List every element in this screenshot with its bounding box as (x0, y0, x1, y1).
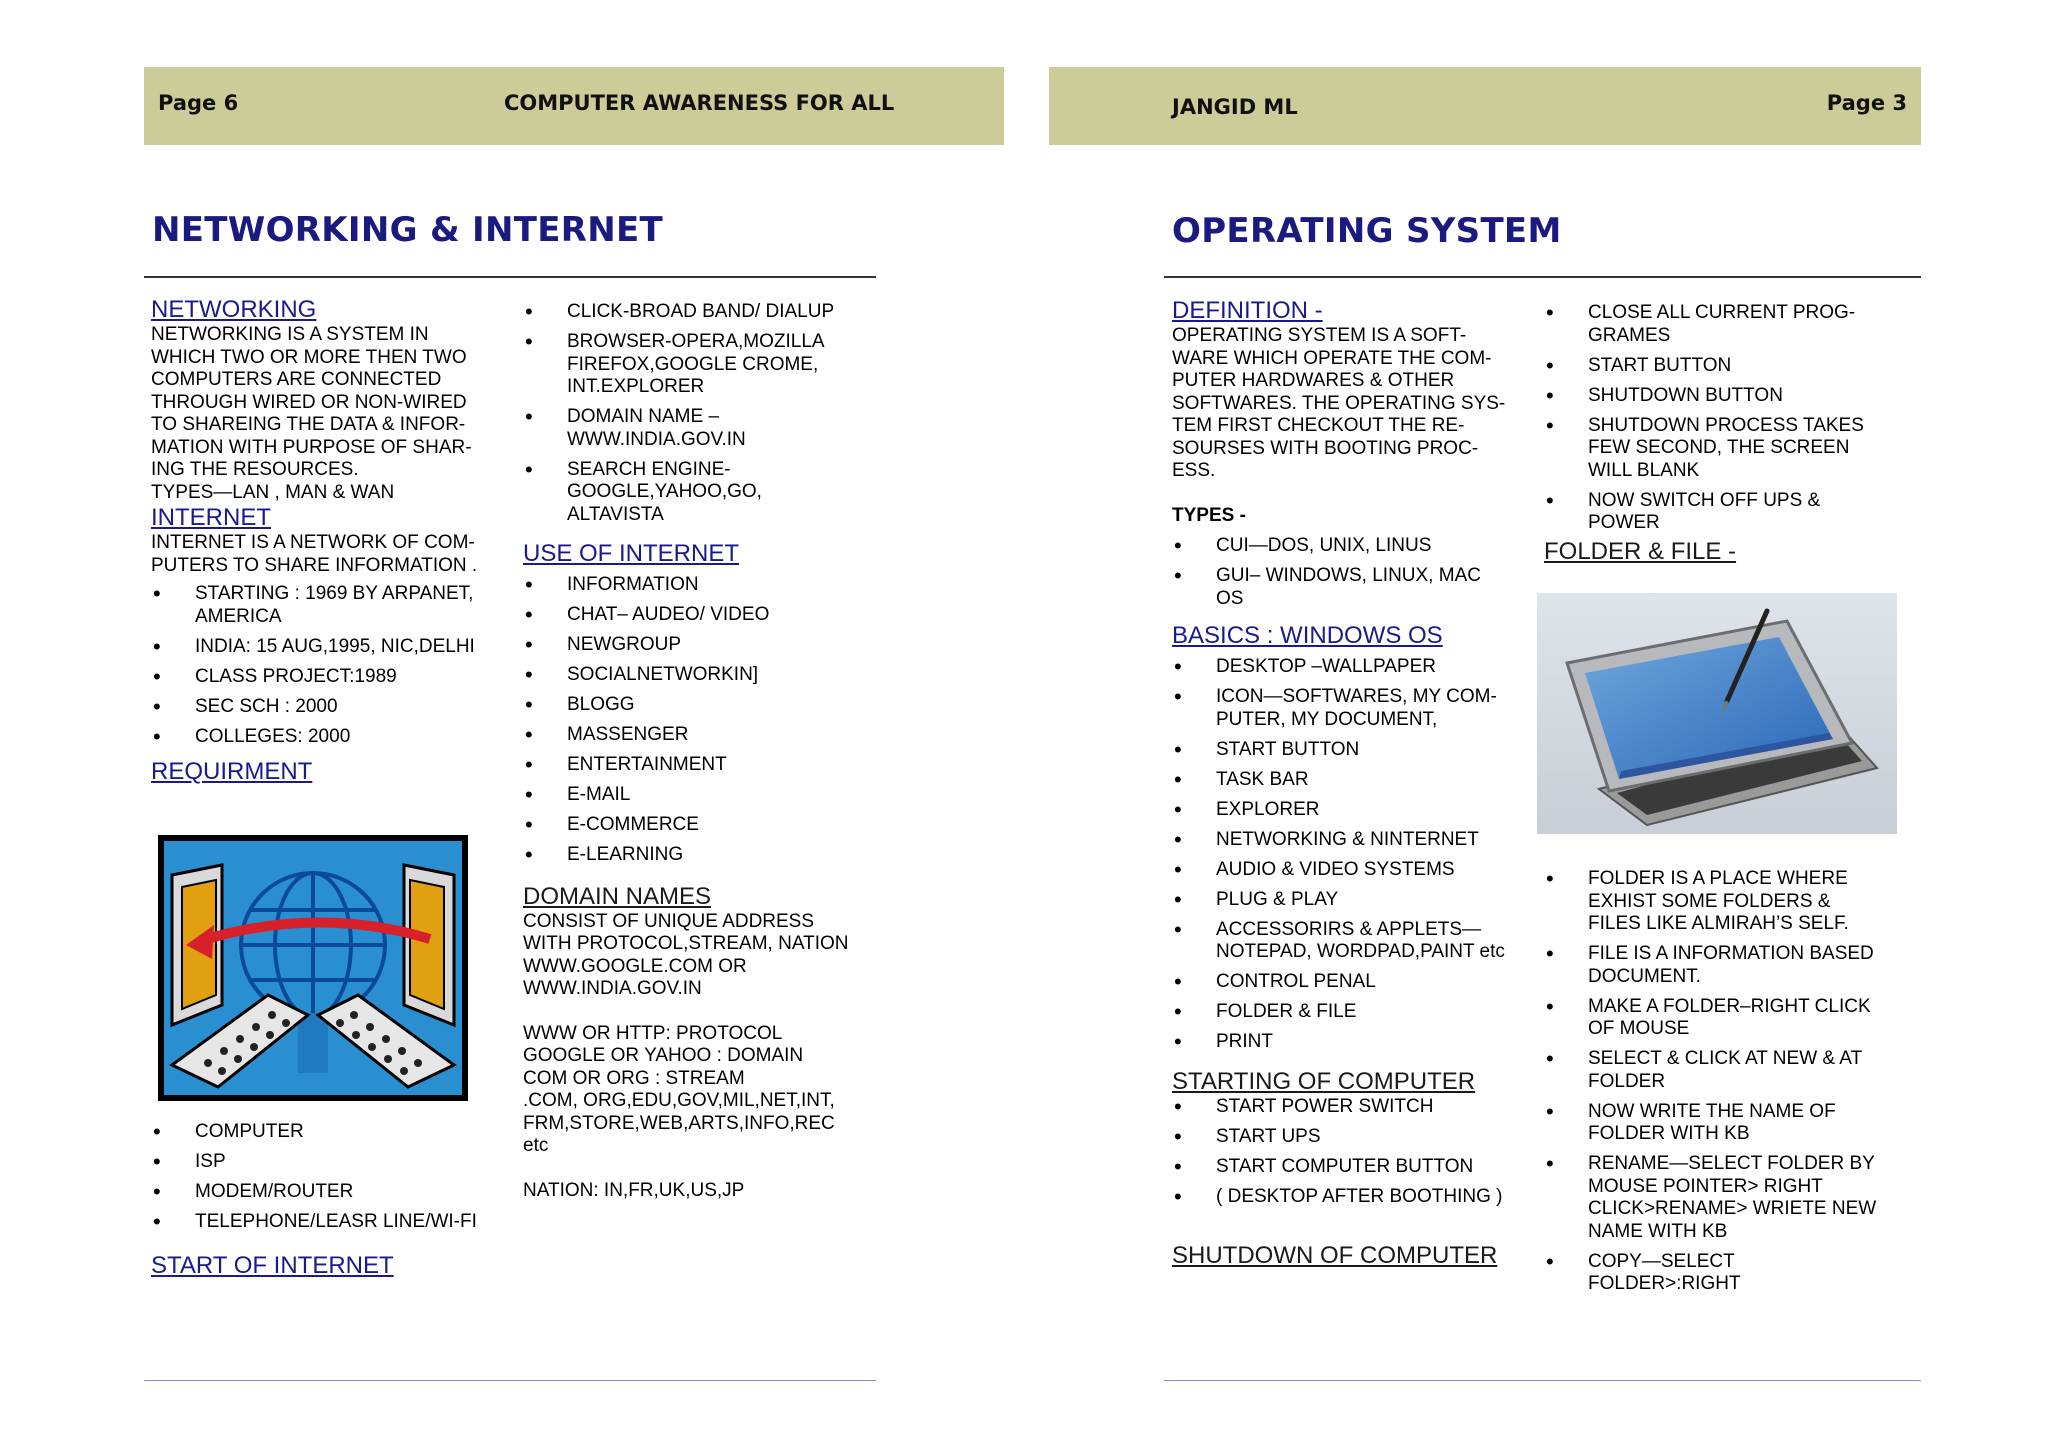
right-col1 (1172, 297, 1532, 1270)
list-item: • STARTING : 1969 BY ARPANET, AMERICA (151, 583, 501, 628)
list-item: • INDIA: 15 AUG,1995, NIC,DELHI (151, 636, 501, 659)
list-item: • INFORMATION (523, 574, 883, 597)
list-item: • NOW SWITCH OFF UPS & POWER (1544, 490, 1904, 535)
networking-heading: NETWORKING (151, 296, 317, 323)
definition-heading: DEFINITION - (1172, 297, 1323, 324)
networking-text: NETWORKING IS A SYSTEM IN WHICH TWO OR MORE THEN TWO COMPUTERS ARE CONNECTED THROUGH WIRED OR NON-WIRED TO SHAREING THE DATA & INFOR- MATION WITH PURPOSE OF SHAR- ING THE RESOURCES. TYPES—LAN , MAN & WAN (151, 324, 472, 503)
tablet-pc-image (1537, 593, 1897, 834)
list-item: • E-COMMERCE (523, 814, 883, 837)
starting-list (1172, 1096, 1532, 1209)
list-item: • CLOSE ALL CURRENT PROG- GRAMES (1544, 302, 1904, 347)
domain-names-text: CONSIST OF UNIQUE ADDRESS WITH PROTOCOL,STREAM, NATION WWW.GOOGLE.COM OR WWW.INDIA.GOV.IN (523, 910, 849, 999)
list-item: • SEC SCH : 2000 (151, 696, 501, 719)
domain-names-heading: DOMAIN NAMES (523, 882, 712, 910)
list-item: • PLUG & PLAY (1172, 889, 1532, 912)
page-title: NETWORKING & INTERNET (152, 210, 664, 250)
folder-file-list-wrap (1544, 868, 1914, 1303)
left-col2 (523, 301, 883, 1202)
list-item: • ISP (151, 1151, 511, 1174)
basics-heading: BASICS : WINDOWS OS (1172, 622, 1443, 649)
list-item: • COLLEGES: 2000 (151, 726, 501, 749)
list-item: • RENAME—SELECT FOLDER BY MOUSE POINTER> RIGHT CLICK>RENAME> WRIETE NEW NAME WITH KB (1544, 1153, 1914, 1243)
list-item: • E-MAIL (523, 784, 883, 807)
list-item: • NETWORKING & NINTERNET (1172, 829, 1532, 852)
list-item: • COMPUTER (151, 1121, 511, 1144)
list-item: • FILE IS A INFORMATION BASED DOCUMENT. (1544, 943, 1914, 988)
list-item: • SEARCH ENGINE- GOOGLE,YAHOO,GO, ALTAVISTA (523, 459, 883, 527)
os-page-title: OPERATING SYSTEM (1172, 211, 1562, 251)
list-item: • FOLDER & FILE (1172, 1001, 1532, 1024)
list-item: • NOW WRITE THE NAME OF FOLDER WITH KB (1544, 1101, 1914, 1146)
requirment-list-wrap (151, 1121, 511, 1280)
list-item: • START BUTTON (1172, 739, 1532, 762)
list-item: • BLOGG (523, 694, 883, 717)
list-item: • SELECT & CLICK AT NEW & AT FOLDER (1544, 1048, 1914, 1093)
list-item: • TELEPHONE/LEASR LINE/WI-FI (151, 1211, 511, 1234)
internet-text: INTERNET IS A NETWORK OF COM- PUTERS TO SHARE INFORMATION . (151, 532, 478, 576)
list-item: • E-LEARNING (523, 844, 883, 867)
list-item: • START BUTTON (1544, 355, 1904, 378)
network-globe-computers-image (158, 835, 468, 1101)
windows-basics-list (1172, 656, 1532, 1054)
list-item: • COPY—SELECT FOLDER>:RIGHT (1544, 1251, 1914, 1296)
right-bottom-rule (1164, 1380, 1921, 1381)
internet-setup-list (523, 301, 883, 526)
domain-protocol-text: WWW OR HTTP: PROTOCOL GOOGLE OR YAHOO : DOMAIN COM OR ORG : STREAM .COM, ORG,EDU,GOV,MIL,NET,INT, FRM,STORE,WEB,ARTS,INFO,REC etc (523, 1022, 835, 1156)
list-item: • MASSENGER (523, 724, 883, 747)
list-item: • ENTERTAINMENT (523, 754, 883, 777)
list-item: • AUDIO & VIDEO SYSTEMS (1172, 859, 1532, 882)
list-item: • FOLDER IS A PLACE WHERE EXHIST SOME FOLDERS & FILES LIKE ALMIRAH’S SELF. (1544, 868, 1914, 936)
list-item: • CHAT– AUDEO/ VIDEO (523, 604, 883, 627)
internet-heading: INTERNET (151, 504, 271, 531)
list-item: • GUI– WINDOWS, LINUX, MAC OS (1172, 565, 1532, 610)
list-item: • START COMPUTER BUTTON (1172, 1156, 1532, 1179)
os-types-list (1172, 535, 1532, 610)
list-item: • PRINT (1172, 1031, 1532, 1054)
folder-file-list (1544, 868, 1914, 1296)
domain-nation-text: NATION: IN,FR,UK,US,JP (523, 1179, 745, 1201)
shutdown-steps-list (1544, 302, 1904, 535)
right-header-band (1049, 67, 1921, 145)
list-item: • SOCIALNETWORKIN] (523, 664, 883, 687)
list-item: • ICON—SOFTWARES, MY COM- PUTER, MY DOCUMENT, (1172, 686, 1532, 731)
list-item: • MODEM/ROUTER (151, 1181, 511, 1204)
use-of-internet-list (523, 574, 883, 867)
requirment-list (151, 1121, 511, 1234)
internet-facts-list (151, 583, 501, 748)
start-of-internet-heading: START OF INTERNET (151, 1251, 394, 1279)
list-item: • SHUTDOWN BUTTON (1544, 385, 1904, 408)
requirment-heading: REQUIRMENT (151, 758, 313, 785)
list-item: • BROWSER-OPERA,MOZILLA FIREFOX,GOOGLE CROME, INT.EXPLORER (523, 331, 883, 399)
left-header-band (144, 67, 1004, 145)
list-item: • CUI—DOS, UNIX, LINUS (1172, 535, 1532, 558)
types-heading: TYPES - (1172, 504, 1246, 526)
list-item: • CONTROL PENAL (1172, 971, 1532, 994)
right-page-number: Page 3 (1826, 91, 1907, 115)
list-item: • SHUTDOWN PROCESS TAKES FEW SECOND, THE SCREEN WILL BLANK (1544, 415, 1904, 483)
list-item: • DESKTOP –WALLPAPER (1172, 656, 1532, 679)
list-item: • DOMAIN NAME – WWW.INDIA.GOV.IN (523, 406, 883, 451)
left-header-title: COMPUTER AWARENESS FOR ALL (504, 91, 895, 115)
left-col1 (151, 296, 501, 786)
author-name: JANGID ML (1172, 95, 1298, 119)
list-item: • TASK BAR (1172, 769, 1532, 792)
folder-file-heading: FOLDER & FILE - (1544, 538, 1737, 565)
definition-text: OPERATING SYSTEM IS A SOFT- WARE WHICH OPERATE THE COM- PUTER HARDWARES & OTHER SOFTWARES. THE OPERATING SYS- TEM FIRST CHECKOUT THE RE- SOURSES WITH BOOTING PROC- ESS. (1172, 325, 1506, 481)
network-clipart (158, 835, 468, 1101)
shutdown-heading: SHUTDOWN OF COMPUTER (1172, 1242, 1498, 1269)
list-item: • START UPS (1172, 1126, 1532, 1149)
tablet-pc-photo (1537, 593, 1897, 834)
left-bottom-rule (144, 1380, 876, 1381)
title-rule (144, 276, 876, 278)
list-item: • CLASS PROJECT:1989 (151, 666, 501, 689)
list-item: • ( DESKTOP AFTER BOOTHING ) (1172, 1186, 1532, 1209)
left-page-number: Page 6 (158, 91, 239, 115)
starting-heading: STARTING OF COMPUTER (1172, 1067, 1476, 1095)
list-item: • ACCESSORIRS & APPLETS— NOTEPAD, WORDPAD,PAINT etc (1172, 919, 1532, 964)
list-item: • EXPLORER (1172, 799, 1532, 822)
os-title-rule (1164, 276, 1921, 278)
list-item: • CLICK-BROAD BAND/ DIALUP (523, 301, 883, 324)
list-item: • START POWER SWITCH (1172, 1096, 1532, 1119)
use-of-internet-heading: USE OF INTERNET (523, 540, 740, 567)
list-item: • NEWGROUP (523, 634, 883, 657)
right-page (1024, 0, 2048, 1448)
right-col2 (1544, 302, 1904, 566)
list-item: • MAKE A FOLDER–RIGHT CLICK OF MOUSE (1544, 996, 1914, 1041)
